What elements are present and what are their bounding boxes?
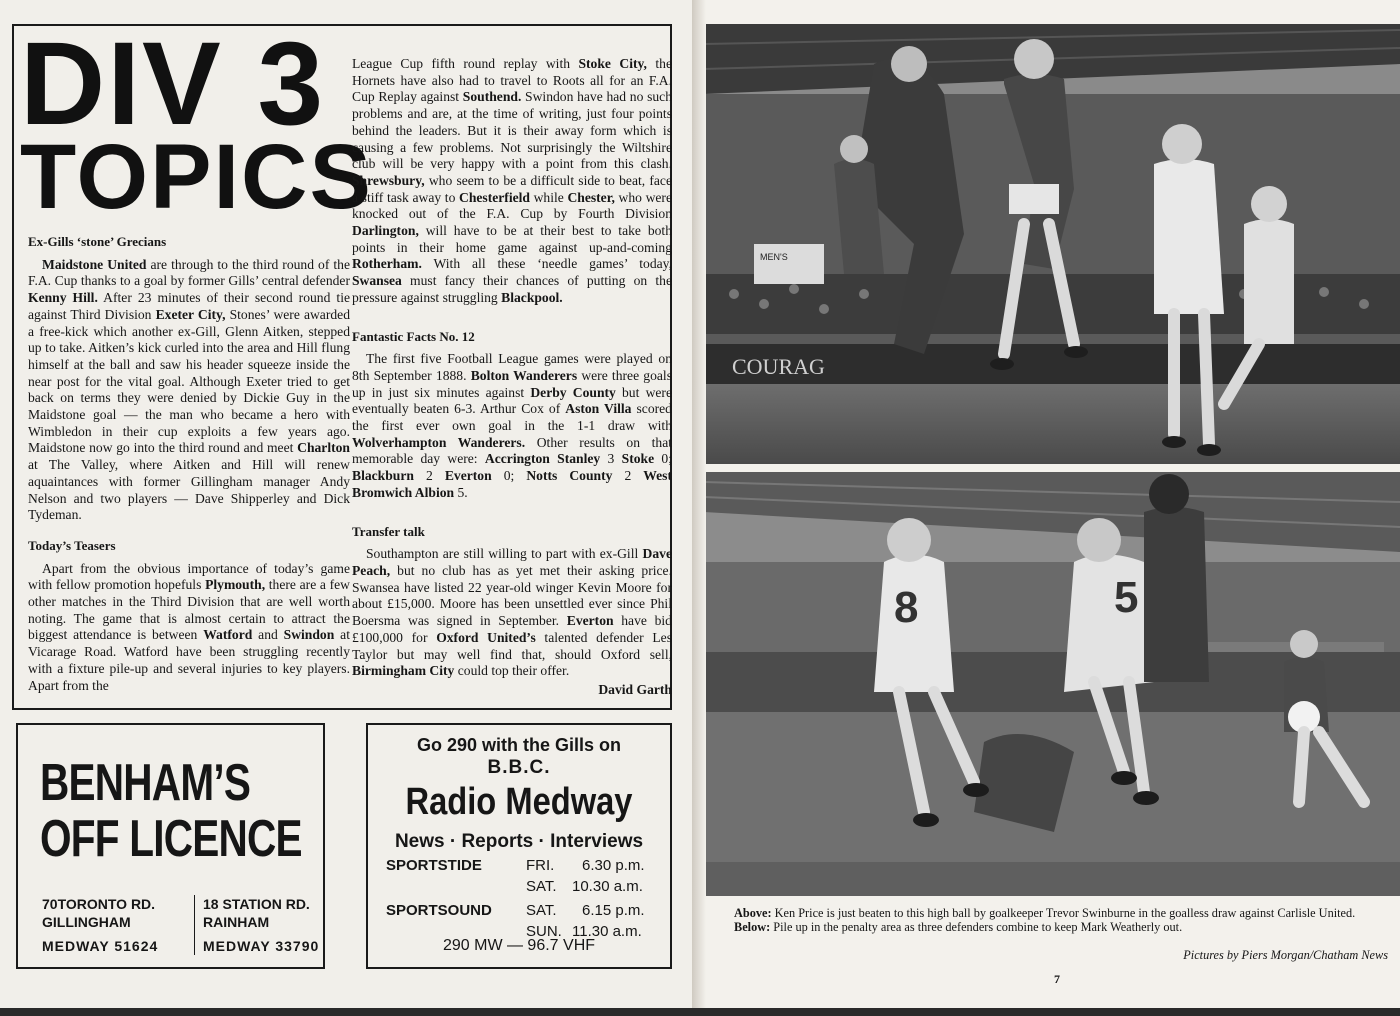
phone-number: MEDWAY 51624 <box>42 938 159 954</box>
caption-above-text: Ken Price is just beaten to this high ball by goalkeeper Trevor Swinburne in the goalless draw against Carlisle United. <box>771 906 1356 920</box>
headline-line-2: TOPICS <box>20 125 373 228</box>
photo-credit: Pictures by Piers Morgan/Chatham News <box>1183 948 1388 962</box>
address-line: 18 STATION RD. <box>203 896 310 912</box>
article-column-2 <box>352 56 672 699</box>
schedule-time: 11.30 a.m. <box>572 923 642 940</box>
schedule-time: 6.30 p.m. <box>582 857 645 874</box>
radio-tagline: Go 290 with the Gills on <box>416 735 622 755</box>
photo-sign-text: MEN'S <box>760 252 788 262</box>
section-heading-transfer: Transfer talk <box>352 523 425 539</box>
radio-medway-advert <box>366 723 672 969</box>
headline <box>20 18 373 228</box>
page-number: 7 <box>1054 972 1060 986</box>
caption-above <box>734 906 1374 920</box>
benhams-address-gillingham <box>42 895 182 955</box>
benhams-name-line-2: OFF LICENCE <box>40 810 302 868</box>
radio-station-name: Radio Medway <box>405 781 633 823</box>
address-line: GILLINGHAM <box>42 914 131 930</box>
schedule-time: 6.15 p.m. <box>582 902 645 919</box>
section-text-teasers-cont: League Cup fifth round replay with Stoke City, the Hornets have also had to travel to Roots all for an F.A. Cup Replay against Southend. Swindon have had no such problems and are, at the time of writing, just four points behind the leaders. But it is their away form which is causing a few problems. Not surprisingly the Wiltshire club will be very happy with a point from this clash. Shrewsbury, who seem to be a difficult side to beat, face a stiff task away to Chesterfield while Chester, who were knocked out of the F.A. Cup by Fourth Division Darlington, will have to be at their best to take both points in their home game against up-and-coming Rotherham. With all these ‘needle games’ today, Swansea must fancy their chances of putting on the pressure against struggling Blackpool. <box>352 56 672 305</box>
section-text-teasers: Apart from the obvious importance of today’s game with fellow promotion hopefuls Plymouth, there are a few other matches in the Third Division that are well worth noting. The game that is almost certain to attract the biggest attendance is between Watford and Swindon at Vicarage Road. Watford have been struggling recently with a fixture pile-up and several injuries to key players. Apart from the <box>28 560 350 693</box>
phone-number: MEDWAY 33790 <box>203 938 320 954</box>
address-line: 70TORONTO RD. <box>42 896 156 912</box>
article-column-1 <box>28 234 350 694</box>
right-page <box>692 0 1400 1016</box>
radio-frequency: 290 MW — 96.7 VHF <box>442 937 596 954</box>
schedule-day: SAT. <box>526 878 557 895</box>
caption-above-label: Above: <box>734 906 772 920</box>
shirt-number-left: 8 <box>894 583 919 632</box>
benhams-name <box>40 755 302 867</box>
radio-bbc: B.B.C. <box>487 757 551 778</box>
caption-below-label: Below: <box>734 920 771 934</box>
photo-penalty-area-image <box>704 472 1400 896</box>
programme-sportstide: SPORTSTIDE <box>386 857 482 874</box>
article-box <box>12 18 673 710</box>
address-line: RAINHAM <box>203 914 270 930</box>
byline: David Garth <box>598 681 672 697</box>
page-spine <box>692 0 706 1016</box>
section-heading-facts: Fantastic Facts No. 12 <box>352 328 475 344</box>
photo-penalty-area <box>704 472 1400 896</box>
schedule-time: 10.30 a.m. <box>572 878 643 895</box>
section-text-transfer: Southampton are still willing to part with ex-Gill Dave Peach, but no club has as yet met their asking price. Swansea have listed 22 year-old winger Kevin Moore for about £15,000. Moore has been unsettled ever since Phil Boersma was signed in September. Everton have bid £100,000 for Oxford United’s talented defender Les Taylor but may well find that, should Oxford sell, Birmingham City could top their offer. <box>352 546 672 679</box>
schedule-day: SAT. <box>526 902 557 919</box>
shirt-number-mid: 5 <box>1114 573 1139 622</box>
photo-caption <box>734 906 1374 934</box>
section-text-grecians: Maidstone United are through to the third round of the F.A. Cup thanks to a goal by former Gills’ central defender Kenny Hill. After 23 minutes of their second round tie against Third Division Exeter City, Stones’ were awarded a free-kick which another ex-Gill, Glenn Aitken, stepped up to take. Aitken’s kick curled into the area and Hill flung himself at the ball and saw his header squeeze inside the near post for the vital goal. Although Exeter tried to get back on terms they were denied by Dickie Guy in the Maidstone goal — the man who became a hero with Wimbledon in their cup exploits a few years ago. Maidstone now go into the third round and meet Charlton at The Valley, where Aitken and Hill will renew aquaintances with former Gillingham manager Andy Nelson and two players — Dave Shipperley and Dick Tydeman. <box>28 256 350 523</box>
radio-schedule <box>386 855 666 940</box>
programme-sportsound: SPORTSOUND <box>386 902 492 919</box>
benhams-name-line-1: BENHAM’S <box>40 754 251 812</box>
photo-high-ball <box>704 24 1400 464</box>
caption-below <box>734 920 1374 934</box>
benhams-address-rainham <box>194 895 324 955</box>
headline-line-1: DIV 3 <box>20 18 326 150</box>
left-page <box>0 0 692 1016</box>
photo-banner-text: COURAG <box>732 354 825 379</box>
radio-content-types: News · Reports · Interviews <box>394 831 644 852</box>
photo-high-ball-image <box>704 24 1400 464</box>
section-heading-grecians: Ex-Gills ‘stone’ Grecians <box>28 234 167 249</box>
bottom-edge <box>0 1008 1400 1016</box>
schedule-day: SUN. <box>526 923 562 940</box>
benhams-advert <box>16 723 325 969</box>
schedule-day: FRI. <box>526 857 555 874</box>
section-text-facts: The first five Football League games were played on 8th September 1888. Bolton Wanderers were three goals up in just six minutes against Derby County but were eventually beaten 6-3. Arthur Cox of Aston Villa scored the first ever own goal in the 1-1 draw with Wolverhampton Wanderers. Other results on that memorable day were: Accrington Stanley 3 Stoke 0; Blackburn 2 Everton 0; Notts County 2 West Bromwich Albion 5. <box>352 351 673 500</box>
caption-below-text: Pile up in the penalty area as three defenders combine to keep Mark Weatherly out. <box>770 920 1183 934</box>
section-heading-teasers: Today’s Teasers <box>28 537 116 553</box>
